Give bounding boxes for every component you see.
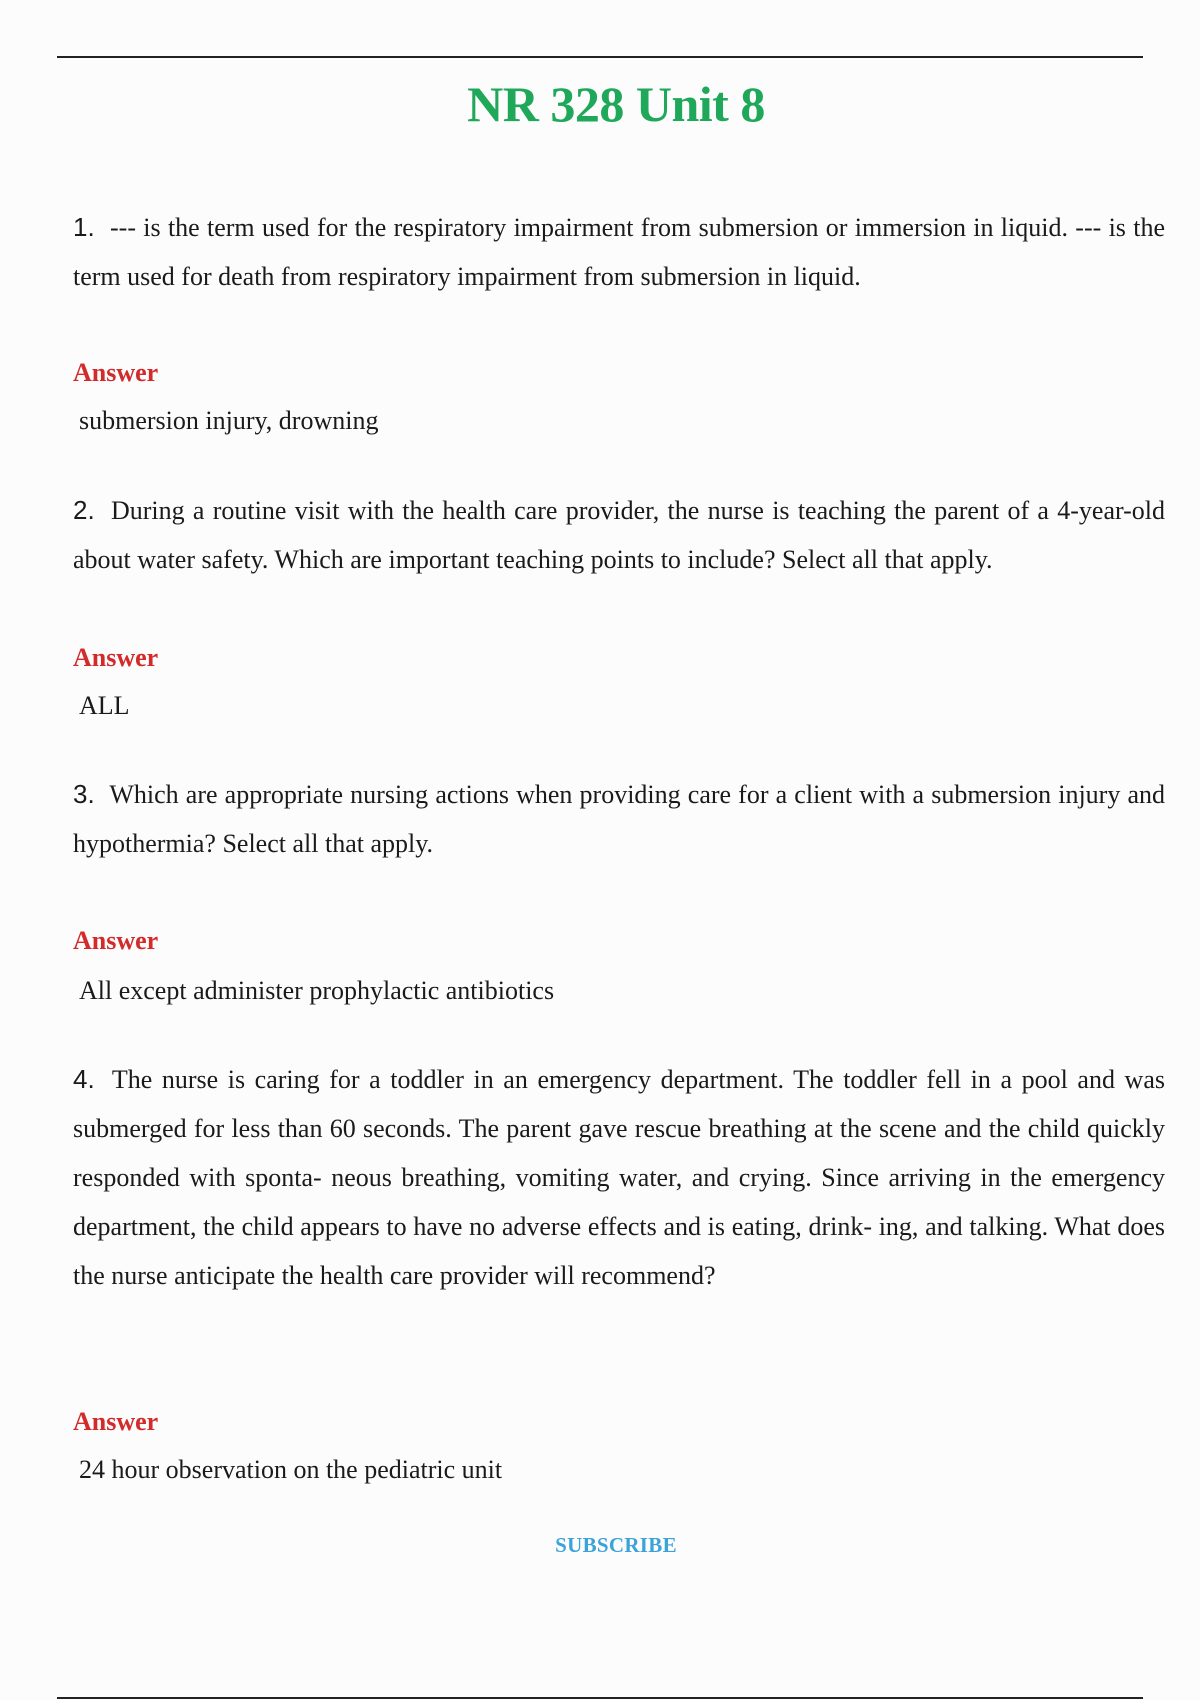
question-4	[73, 1055, 1165, 1300]
answer-label: Answer	[73, 1407, 159, 1436]
answer-label: Answer	[73, 358, 159, 387]
question-2	[73, 486, 1165, 584]
question-number: 3.	[73, 779, 95, 809]
answer-text: ALL	[79, 691, 130, 720]
question-text: --- is the term used for the respiratory impairment from submersion or immersion in liquid. --- is the term used for death from respiratory impairment from submersion in liquid.	[73, 213, 1165, 291]
question-3	[73, 770, 1165, 868]
question-number: 2.	[73, 495, 95, 525]
question-text: Which are appropriate nursing actions when providing care for a client with a submersion injury and hypothermia? Select all that apply.	[73, 780, 1166, 858]
page-title: NR 328 Unit 8	[467, 76, 765, 132]
bottom-rule	[57, 1697, 1143, 1699]
top-rule	[57, 56, 1143, 58]
answer-label: Answer	[73, 643, 159, 672]
question-text: During a routine visit with the health care provider, the nurse is teaching the parent of a 4-year-old about water safety. Which are important teaching points to include? Select all that apply.	[73, 496, 1166, 574]
question-1	[73, 203, 1165, 301]
answer-text: 24 hour observation on the pediatric unit	[79, 1455, 503, 1484]
answer-label: Answer	[73, 926, 159, 955]
subscribe-link[interactable]: SUBSCRIBE	[555, 1533, 677, 1557]
answer-text: All except administer prophylactic antibiotics	[79, 976, 555, 1005]
question-number: 1.	[73, 212, 95, 242]
question-text: The nurse is caring for a toddler in an emergency department. The toddler fell in a pool and was submerged for less than 60 seconds. The parent gave rescue breathing at the scene and the child quickly responded with sponta- neous breathing, vomiting water, and crying. Since arriving in the emergency department, the child appears to have no adverse effects and is eating, drink- ing, and talking. What does the nurse anticipate the health care provider will recommend?	[73, 1065, 1165, 1290]
answer-text: submersion injury, drowning	[79, 406, 379, 435]
question-number: 4.	[73, 1064, 95, 1094]
